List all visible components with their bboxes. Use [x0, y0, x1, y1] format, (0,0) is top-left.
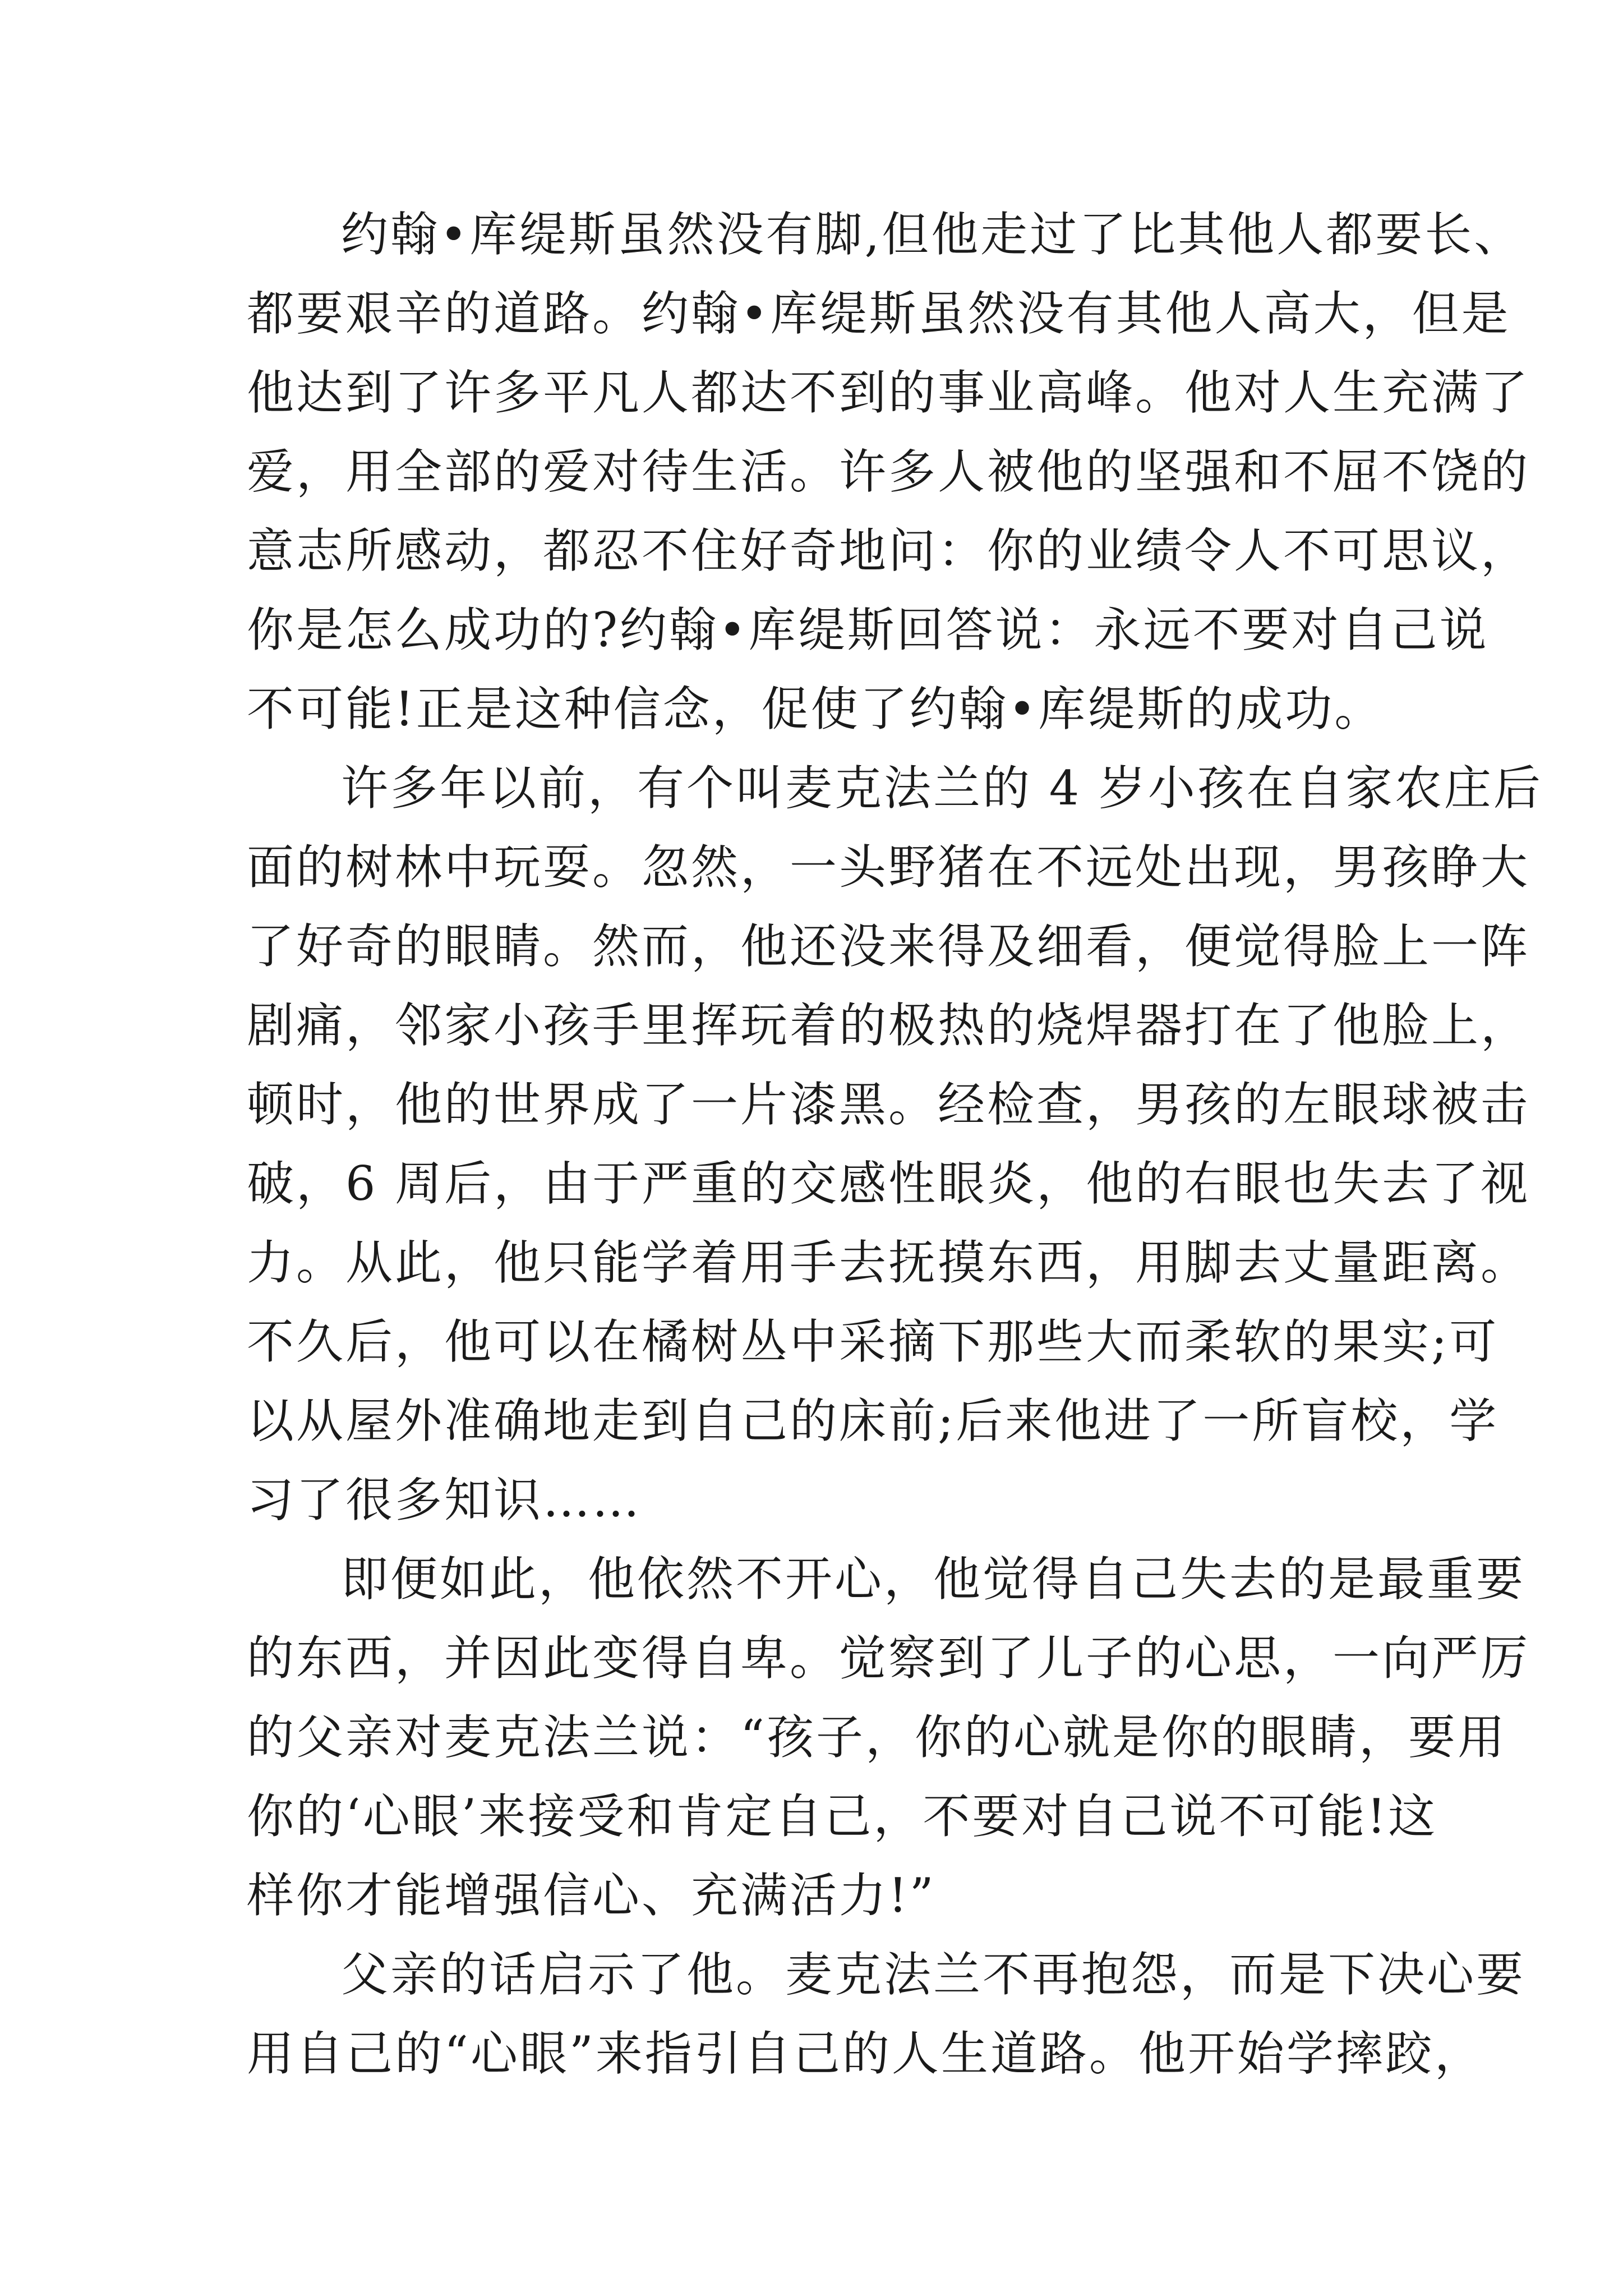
text-line: 你是怎么成功的?约翰•库缇斯回答说：永远不要对自己说 — [247, 602, 1489, 657]
text-line: 面的树林中玩耍。忽然，一头野猪在不远处出现，男孩睁大 — [247, 840, 1530, 895]
text-line: 爱，用全部的爱对待生活。许多人被他的坚强和不屈不饶的 — [247, 444, 1530, 499]
text-line: 不久后，他可以在橘树丛中采摘下那些大而柔软的果实;可 — [247, 1314, 1499, 1369]
text-line: 他达到了许多平凡人都达不到的事业高峰。他对人生充满了 — [247, 365, 1530, 420]
text-line: 约翰•库缇斯虽然没有脚,但他走过了比其他人都要长、 — [341, 207, 1524, 262]
text-line: 许多年以前，有个叫麦克法兰的 4 岁小孩在自家农庄后 — [341, 761, 1543, 816]
text-line: 你的‘心眼’来接受和肯定自己，不要对自己说不可能!这 — [247, 1789, 1438, 1844]
text-line: 顿时，他的世界成了一片漆黑。经检查，男孩的左眼球被击 — [247, 1077, 1530, 1132]
text-line: 的父亲对麦克法兰说：“孩子，你的心就是你的眼睛，要用 — [247, 1710, 1507, 1765]
text-line: 都要艰辛的道路。约翰•库缇斯虽然没有其他人高大，但是 — [247, 286, 1511, 341]
text-line: 父亲的话启示了他。麦克法兰不再抱怨，而是下决心要 — [341, 1947, 1526, 2002]
article-body — [247, 195, 1543, 2093]
text-line: 样你才能增强信心、充满活力!” — [247, 1868, 936, 1923]
text-line: 用自己的“心眼”来指引自己的人生道路。他开始学摔跤， — [247, 2026, 1484, 2081]
paragraph-1 — [247, 195, 1530, 749]
paragraph-4 — [247, 1935, 1526, 2093]
text-line: 力。从此，他只能学着用手去抚摸东西，用脚去丈量距离。 — [247, 1235, 1530, 1290]
text-line: 不可能!正是这种信念，促使了约翰•库缇斯的成功。 — [247, 682, 1384, 737]
paragraph-2 — [247, 749, 1543, 1540]
text-line: 剧痛，邻家小孩手里挥玩着的极热的烧焊器打在了他脸上， — [247, 998, 1530, 1053]
text-line: 了好奇的眼睛。然而，他还没来得及细看，便觉得脸上一阵 — [247, 919, 1530, 974]
text-line: 意志所感动，都忍不住好奇地问：你的业绩令人不可思议， — [247, 523, 1530, 578]
paragraph-3 — [247, 1540, 1530, 1935]
text-line: 习了很多知识…… — [247, 1473, 642, 1527]
text-line: 的东西，并因此变得自卑。觉察到了儿子的心思，一向严厉 — [247, 1631, 1530, 1686]
text-line: 破，6 周后，由于严重的交感性眼炎，他的右眼也失去了视 — [247, 1156, 1530, 1211]
text-line: 即便如此，他依然不开心，他觉得自己失去的是最重要 — [341, 1552, 1526, 1607]
text-line: 以从屋外准确地走到自己的床前;后来他进了一所盲校，学 — [247, 1393, 1499, 1448]
